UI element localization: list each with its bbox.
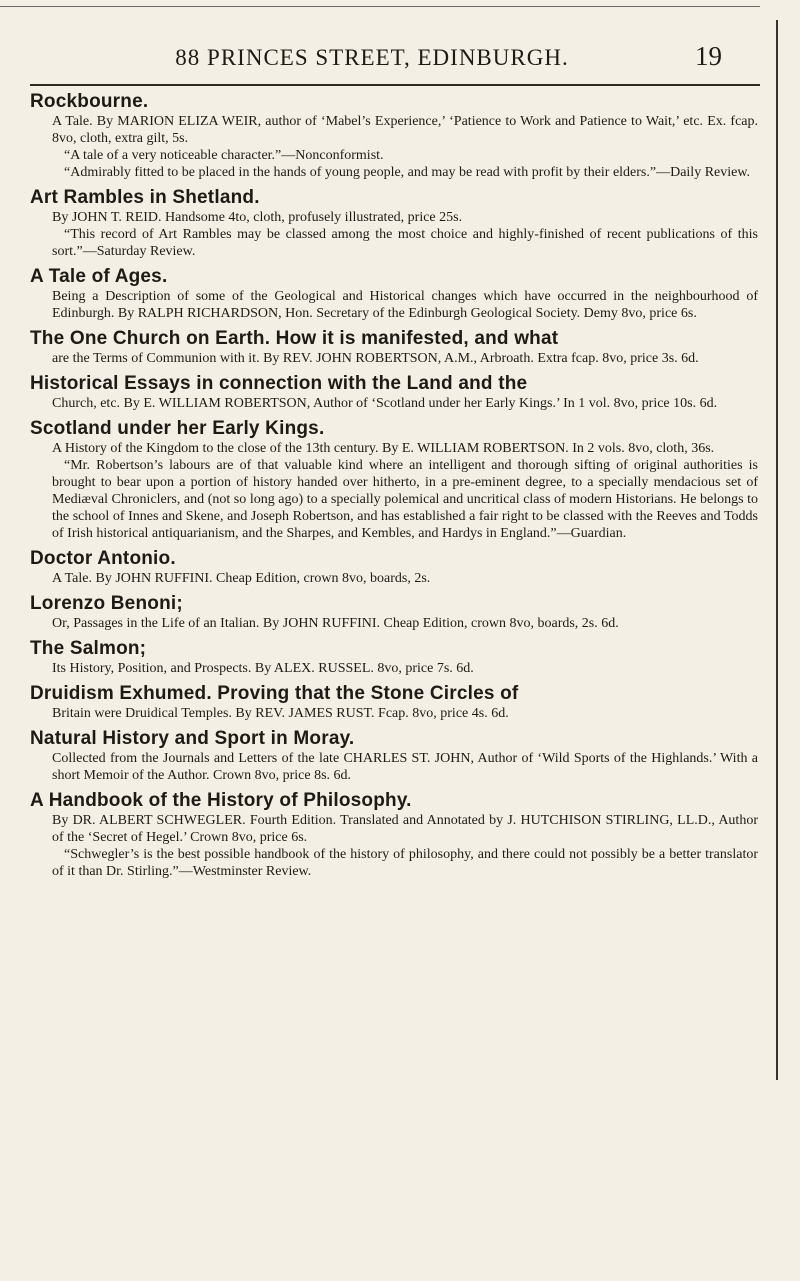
review-quote: “Admirably fitted to be placed in the hands of young people, and may be read with profit by their elders.”—Daily Review. (64, 165, 751, 180)
header-rule (30, 84, 760, 86)
book-entry (30, 186, 758, 260)
book-title: Druidism Exhumed. Proving that the Stone Circles of (30, 683, 519, 704)
running-head: 88 PRINCES STREET, EDINBURGH. (175, 45, 569, 70)
book-entry (30, 682, 758, 722)
book-entry (30, 789, 758, 880)
book-description: A Tale. By JOHN RUFFINI. Cheap Edition, crown 8vo, boards, 2s. (52, 571, 431, 586)
book-description: Being a Description of some of the Geological and Historical changes which have occurred in the neighbourhood of Edinburgh. By RALPH RICHARDSON, Hon. Secretary of the Edinburgh Geological Society. Demy 8vo, price 6s. (52, 289, 758, 321)
book-title: A Handbook of the History of Philosophy. (30, 790, 412, 811)
review-quote: “A tale of a very noticeable character.”—Nonconformist. (64, 148, 384, 163)
book-description: Britain were Druidical Temples. By REV. JAMES RUST. Fcap. 8vo, price 4s. 6d. (52, 706, 509, 721)
right-border-rule (776, 20, 778, 1080)
book-description: Collected from the Journals and Letters of the late CHARLES ST. JOHN, Author of ‘Wild Sports of the Highlands.’ With a short Memoir of the Author. Crown 8vo, price 8s. 6d. (52, 751, 758, 783)
book-title: Historical Essays in connection with the Land and the (30, 373, 528, 394)
book-description: By JOHN T. REID. Handsome 4to, cloth, profusely illustrated, price 25s. (52, 210, 463, 225)
book-description: By DR. ALBERT SCHWEGLER. Fourth Edition. Translated and Annotated by J. HUTCHISON STIRLING, LL.D., Author of the ‘Secret of Hegel.’ Crown 8vo, price 6s. (52, 813, 758, 845)
book-description: Its History, Position, and Prospects. By ALEX. RUSSEL. 8vo, price 7s. 6d. (52, 661, 474, 676)
review-quote: “Mr. Robertson’s labours are of that valuable kind where an intelligent and thorough sifting of original authorities is brought to bear upon a portion of history handed over hitherto, in a pre-eminent degree, to a specially mendacious set of Mediæval Chroniclers, and (not so long ago) to a specially polemical and uncritical class of modern Historians. He belongs to the school of Innes and Skene, and Joseph Robertson, and has established a fair right to be classed with the Reeves and Todds of Irish historical antiquarianism, and the Sharpes, and Kembles, and Hardys in England.”—Guardian. (52, 458, 758, 541)
book-title: Lorenzo Benoni; (30, 593, 183, 614)
book-entry (30, 637, 758, 677)
page-number: 19 (695, 41, 722, 71)
book-description: A History of the Kingdom to the close of the 13th century. By E. WILLIAM ROBERTSON. In 2 vols. 8vo, cloth, 36s. (52, 441, 715, 456)
book-entry (30, 372, 758, 412)
book-title: Natural History and Sport in Moray. (30, 728, 355, 749)
review-quote: “This record of Art Rambles may be classed among the most choice and highly-finished of recent publications of this sort.”—Saturday Review. (52, 227, 758, 259)
book-description: Or, Passages in the Life of an Italian. By JOHN RUFFINI. Cheap Edition, crown 8vo, boards, 2s. 6d. (52, 616, 619, 631)
book-title: Art Rambles in Shetland. (30, 187, 260, 208)
book-description: A Tale. By MARION ELIZA WEIR, author of ‘Mabel’s Experience,’ ‘Patience to Work and Patience to Wait,’ etc. Ex. fcap. 8vo, cloth, extra gilt, 5s. (52, 114, 758, 146)
book-title: A Tale of Ages. (30, 266, 168, 287)
book-title: Scotland under her Early Kings. (30, 418, 325, 439)
book-entry (30, 547, 758, 587)
book-entry (30, 727, 758, 784)
review-quote: “Schwegler’s is the best possible handbook of the history of philosophy, and there could not possibly be a better translator of it than Dr. Stirling.”—Westminster Review. (52, 847, 758, 879)
book-entry (30, 90, 758, 181)
book-title: The Salmon; (30, 638, 147, 659)
book-description: Church, etc. By E. WILLIAM ROBERTSON, Author of ‘Scotland under her Early Kings.’ In 1 vol. 8vo, price 10s. 6d. (52, 396, 718, 411)
book-title: The One Church on Earth. How it is manifested, and what (30, 328, 559, 349)
book-list (30, 90, 758, 885)
book-entry (30, 417, 758, 542)
book-entry (30, 592, 758, 632)
page-header (0, 0, 760, 80)
book-description: are the Terms of Communion with it. By REV. JOHN ROBERTSON, A.M., Arbroath. Extra fcap. 8vo, price 3s. 6d. (52, 351, 699, 366)
book-entry (30, 327, 758, 367)
book-title: Rockbourne. (30, 91, 149, 112)
book-title: Doctor Antonio. (30, 548, 176, 569)
book-entry (30, 265, 758, 322)
